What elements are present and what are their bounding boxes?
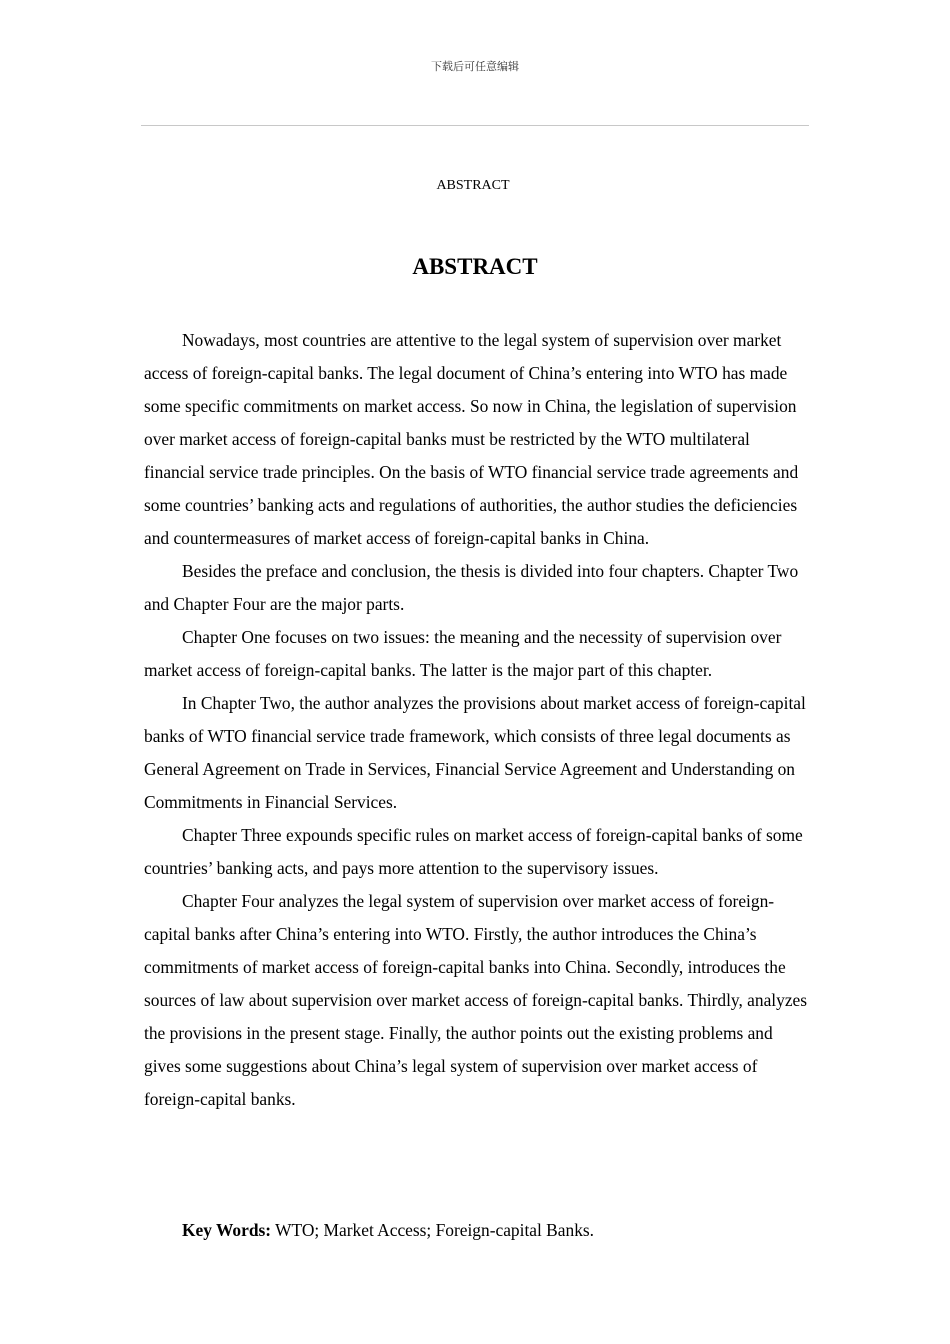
keywords-label: Key Words:: [182, 1220, 272, 1240]
paragraph-6: Chapter Four analyzes the legal system of supervision over market access of foreign-capital banks after China’s entering into WTO. Firstly, the author introduces the China’s commitments of market access of foreign-capital banks into China. Secondly, introduces the sources of law about supervision over market access of foreign-capital banks. Thirdly, analyzes the provisions in the present stage. Finally, the author points out the existing problems and gives some suggestions about China’s legal system of supervision over market access of foreign-capital banks.: [144, 891, 808, 1109]
paragraph-5: Chapter Three expounds specific rules on market access of foreign-capital banks of some countries’ banking acts, and pays more attention to the supervisory issues.: [144, 825, 803, 878]
keywords-text: WTO; Market Access; Foreign-capital Banks.: [271, 1220, 595, 1240]
paragraph-1: Nowadays, most countries are attentive to the legal system of supervision over market access of foreign-capital banks. The legal document of China’s entering into WTO has made some specific commitments on market access. So now in China, the legislation of supervision over market access of foreign-capital banks must be restricted by the WTO multilateral financial service trade principles. On the basis of WTO financial service trade agreements and some countries’ banking acts and regulations of authorities, the author studies the deficiencies and countermeasures of market access of foreign-capital banks in China.: [144, 330, 799, 548]
abstract-body: [144, 324, 808, 1116]
paragraph-4: In Chapter Two, the author analyzes the provisions about market access of foreign-capital banks of WTO financial service trade framework, which consists of three legal documents as General Agreement on Trade in Services, Financial Service Agreement and Understanding on Commitments in Financial Services.: [144, 693, 806, 812]
download-watermark: 下载后可任意编辑: [431, 60, 519, 73]
header-divider: [141, 125, 809, 126]
paragraph-2: Besides the preface and conclusion, the thesis is divided into four chapters. Chapter Two and Chapter Four are the major parts.: [144, 561, 799, 614]
page-title: ABSTRACT: [412, 254, 538, 279]
keywords: [144, 1214, 808, 1247]
paragraph-3: Chapter One focuses on two issues: the meaning and the necessity of supervision over market access of foreign-capital banks. The latter is the major part of this chapter.: [144, 627, 782, 680]
running-header: ABSTRACT: [436, 178, 510, 193]
